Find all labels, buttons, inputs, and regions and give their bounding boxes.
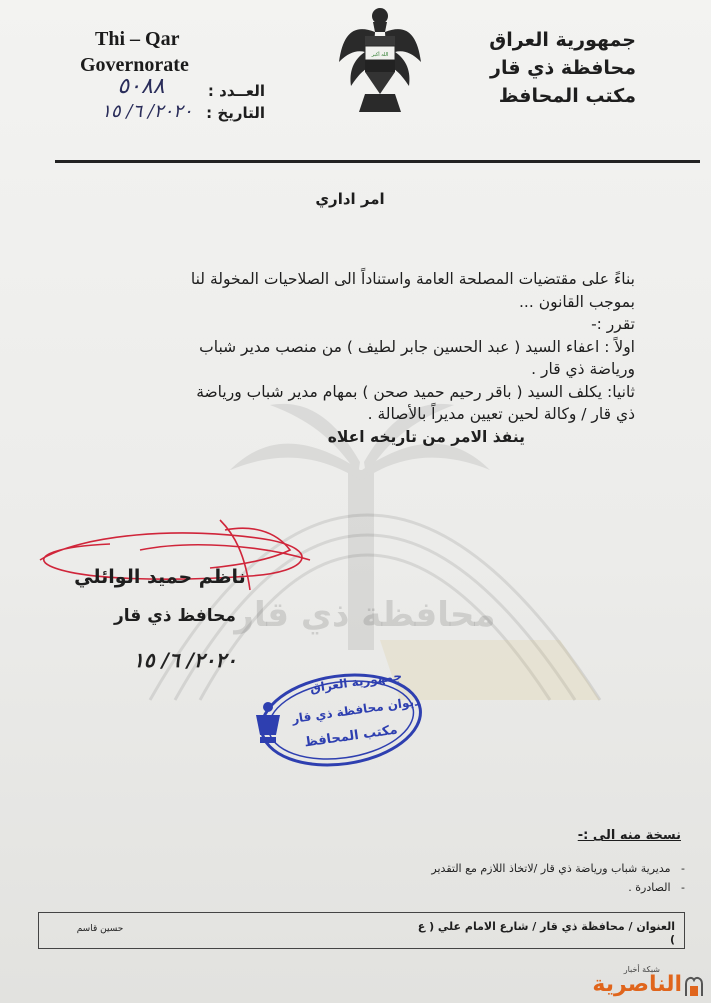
header-divider — [55, 160, 700, 163]
body-second-line1: ثانيا: يكلف السيد ( باقر رحيم حميد صحن ) بمهام مدير شباب ورياضة — [196, 382, 635, 401]
body-first-line2: ورياضة ذي قار . — [531, 360, 635, 378]
copies-item-2 — [285, 881, 685, 894]
svg-text:الله أكبر: الله أكبر — [371, 52, 389, 58]
order-title: امر اداري — [315, 190, 385, 208]
body-effective: ينفذ الامر من تاريخه اعلاه — [327, 427, 525, 446]
stamp-line2: ديوان محافظة ذي قار — [291, 694, 421, 726]
order-body — [60, 268, 635, 448]
site-logo-icon — [682, 974, 706, 1000]
date-label: التاريخ : — [206, 104, 265, 122]
stamp-line1: جمهورية العراق — [309, 668, 403, 696]
office-stamp — [246, 665, 426, 770]
body-para1-line2: بموجب القانون ... — [518, 292, 635, 311]
header-ar-line2: محافظة ذي قار — [490, 57, 636, 79]
copies-item-1-text: مديرية شباب ورياضة ذي قار /لاتخاذ اللازم مع التقدير — [431, 862, 671, 875]
site-logo-small: شبكة أخبار — [623, 965, 660, 974]
stamp-line3: مكتب المحافظ — [303, 722, 399, 751]
copies-item-2-dash: - — [670, 881, 685, 894]
copies-heading: نسخة منه الى :- — [577, 828, 681, 843]
header-ar-line3: مكتب المحافظ — [498, 85, 636, 107]
signer-position: محافظ ذي قار — [114, 606, 236, 626]
header-ar-line1: جمهورية العراق — [489, 29, 636, 51]
watermark-text: محافظة ذي قار — [234, 595, 496, 635]
body-first-line1: اولاً : اعفاء السيد ( عبد الحسين جابر لطيف ) من منصب مدير شباب — [199, 337, 635, 356]
copies-item-2-text: الصادرة . — [628, 881, 671, 894]
date-value: ٢٠٢٠/ ٦/ ١٥ — [101, 101, 193, 122]
body-second-line2: ذي قار / وكالة لحين تعيين مديراً بالأصالة . — [367, 405, 635, 423]
copies-item-1-dash: - — [670, 862, 685, 875]
signature-scribble — [20, 510, 340, 620]
body-decided: تقرر :- — [591, 315, 635, 333]
footer-address: العنوان / محافظة ذي قار / شارع الامام علي ( ع ) — [417, 920, 675, 946]
site-logo-text: الناصرية — [592, 972, 682, 997]
header-en-line1: Thi – Qar — [95, 28, 180, 50]
number-value: ٥٠٨٨ — [117, 74, 165, 99]
number-label: العــدد : — [207, 82, 265, 100]
signer-name: ناظم حميد الوائلي — [74, 566, 246, 588]
header-en-line2: Governorate — [80, 54, 189, 76]
iraq-eagle-emblem-icon — [335, 2, 425, 120]
footer-typist: حسين قاسم — [76, 924, 124, 934]
copies-item-1 — [285, 862, 685, 875]
body-para1-line1: بناءً على مقتضيات المصلحة العامة واستناداً الى الصلاحيات المخولة لنا — [190, 270, 635, 288]
signature-date: ٢٠٢٠/ ٦/ ١٥ — [133, 648, 237, 672]
